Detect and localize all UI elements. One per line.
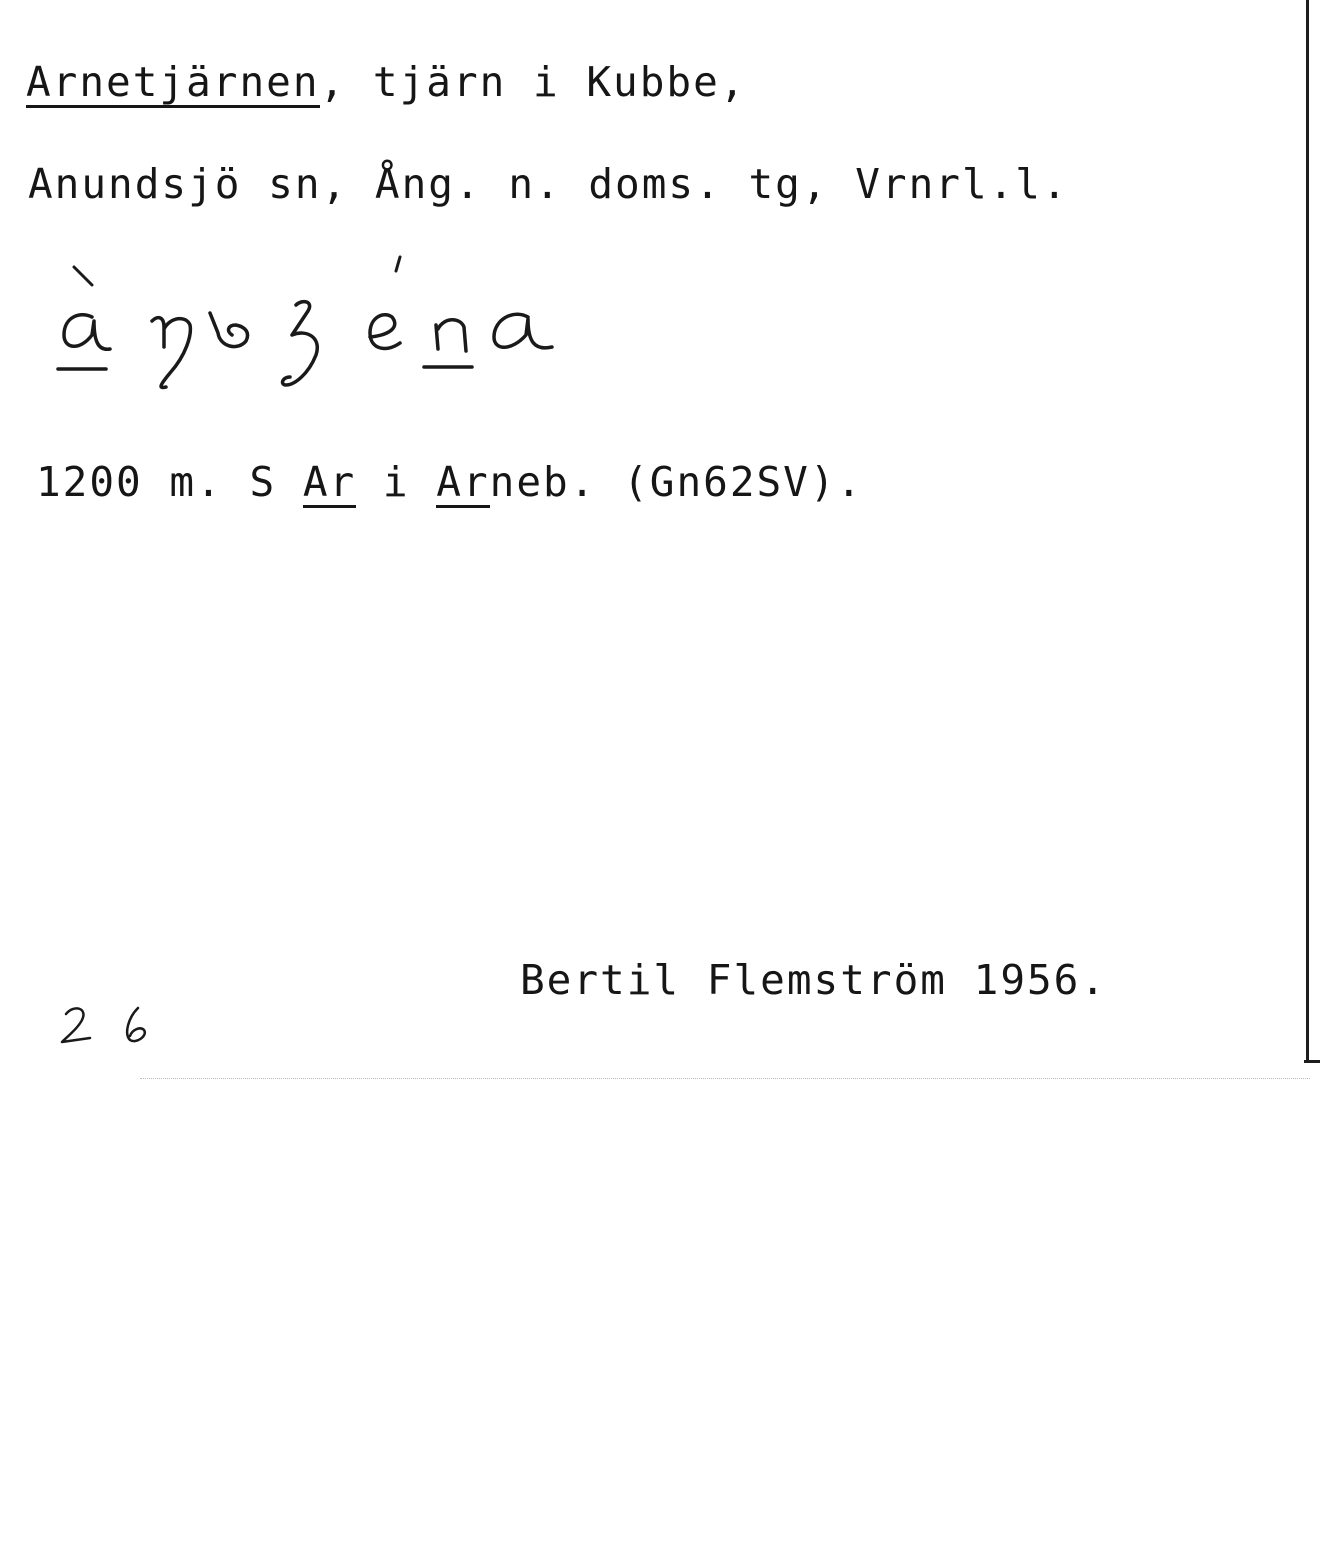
entry-line-4: [36, 458, 864, 508]
card-right-edge: [1306, 0, 1309, 1062]
location-text-3: neb. (Gn62SV).: [489, 458, 864, 506]
underlined-ar-2: Ar: [436, 458, 490, 506]
entry-line-2: Anundsjö sn, Ång. n. doms. tg, Vrnrl.l.: [28, 160, 1069, 208]
headword: Arnetjärnen: [26, 58, 320, 106]
underlined-ar-1: Ar: [302, 458, 357, 506]
headword-description: , tjärn i Kubbe,: [319, 58, 747, 106]
card-corner-edge: [1304, 1060, 1320, 1063]
card-bottom-edge: [140, 1078, 1310, 1079]
entry-line-1: [26, 58, 747, 108]
signature-line: Bertil Flemström 1956.: [520, 956, 1108, 1004]
phonetic-transcription: [40, 255, 580, 405]
location-text-1: 1200 m. S: [36, 458, 303, 506]
handwritten-number: [52, 1000, 172, 1060]
location-text-2: i: [356, 458, 437, 506]
